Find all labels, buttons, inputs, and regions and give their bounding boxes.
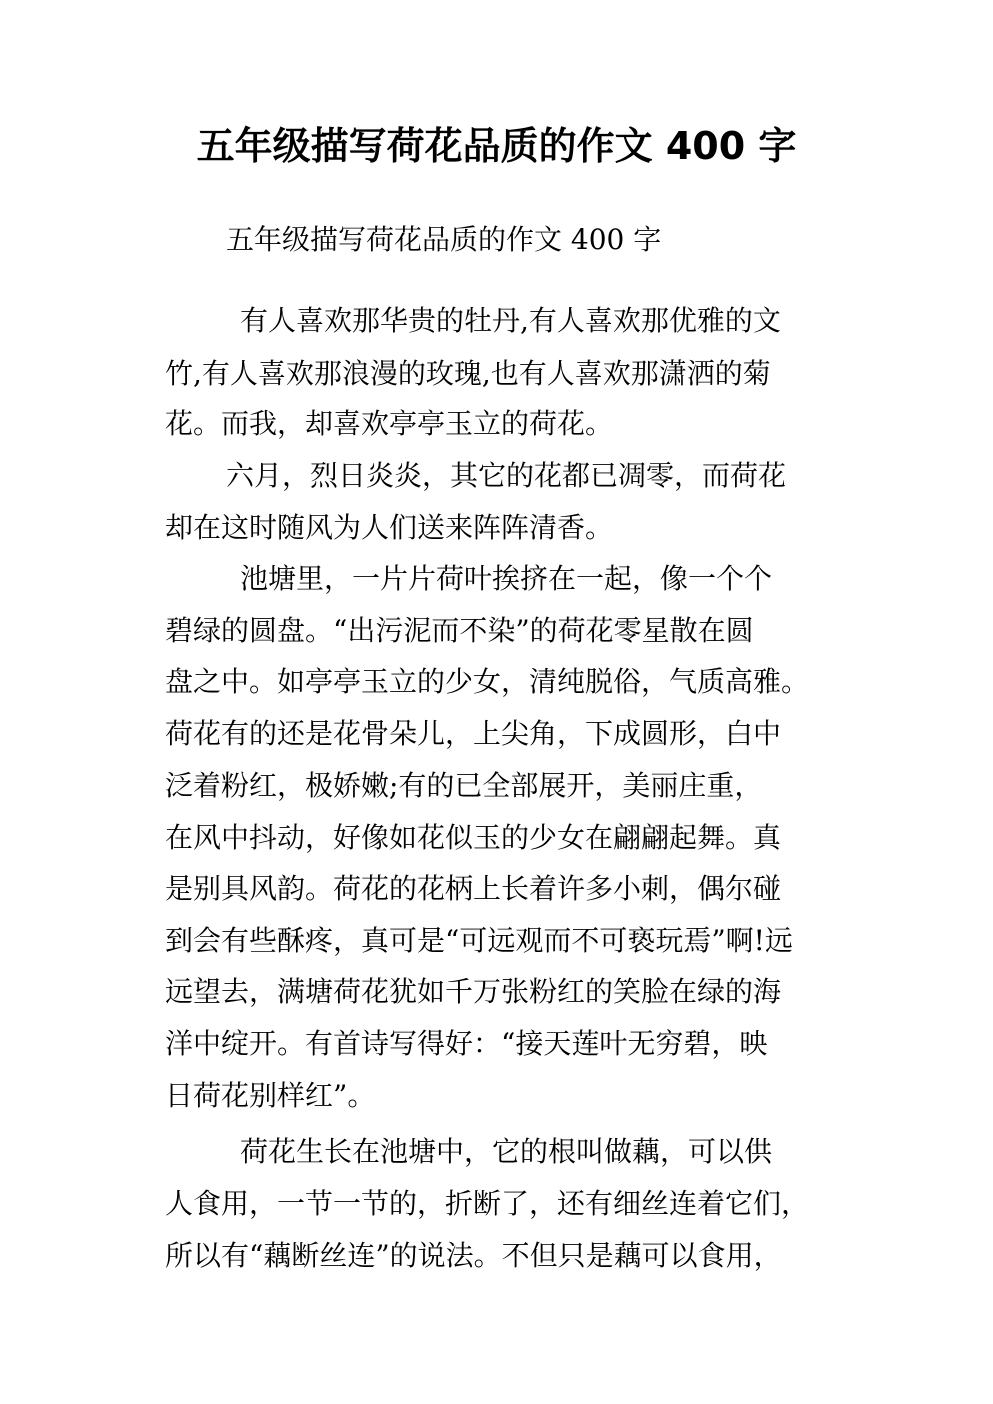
paragraph-line: 却在这时随风为人们送来阵阵清香。 — [165, 511, 614, 544]
paragraph-line: 盘之中。如亭亭玉立的少女，清纯脱俗，气质高雅。 — [165, 665, 810, 698]
paragraph-line: 池塘里，一片片荷叶挨挤在一起，像一个个 — [240, 562, 773, 595]
paragraph-line: 远望去，满塘荷花犹如千万张粉红的笑脸在绿的海 — [165, 975, 782, 1008]
paragraph-line: 到会有些酥疼，真可是“可远观而不可亵玩焉”啊!远 — [165, 924, 793, 957]
paragraph-line: 是别具风韵。荷花的花柄上长着许多小刺，偶尔碰 — [165, 872, 782, 905]
paragraph-line: 碧绿的圆盘。“出污泥而不染”的荷花零星散在圆 — [165, 614, 754, 647]
paragraph-line: 竹,有人喜欢那浪漫的玫瑰,也有人喜欢那潇洒的菊 — [165, 357, 771, 390]
paragraph-line: 六月，烈日炎炎，其它的花都已凋零，而荷花 — [226, 459, 787, 492]
paragraph-line: 荷花生长在池塘中，它的根叫做藕，可以供 — [240, 1135, 773, 1168]
paragraph-line: 日荷花别样红”。 — [165, 1079, 376, 1112]
paragraph-line: 在风中抖动，好像如花似玉的少女在翩翩起舞。真 — [165, 821, 782, 854]
paragraph-line: 所以有“藕断丝连”的说法。不但只是藕可以食用， — [165, 1239, 782, 1272]
subtitle-line: 五年级描写荷花品质的作文 400 字 — [226, 223, 662, 256]
paragraph-line: 有人喜欢那华贵的牡丹,有人喜欢那优雅的文 — [240, 304, 781, 337]
document-title: 五年级描写荷花品质的作文 400 字 — [196, 124, 797, 168]
paragraph-line: 人食用，一节一节的，折断了，还有细丝连着它们， — [165, 1187, 810, 1220]
paragraph-line: 洋中绽开。有首诗写得好：“接天莲叶无穷碧，映 — [165, 1027, 768, 1060]
paragraph-line: 荷花有的还是花骨朵儿，上尖角，下成圆形，白中 — [165, 717, 782, 750]
paragraph-line: 花。而我，却喜欢亭亭玉立的荷花。 — [165, 407, 614, 440]
paragraph-line: 泛着粉红，极娇嫩;有的已全部展开，美丽庄重， — [165, 769, 763, 802]
